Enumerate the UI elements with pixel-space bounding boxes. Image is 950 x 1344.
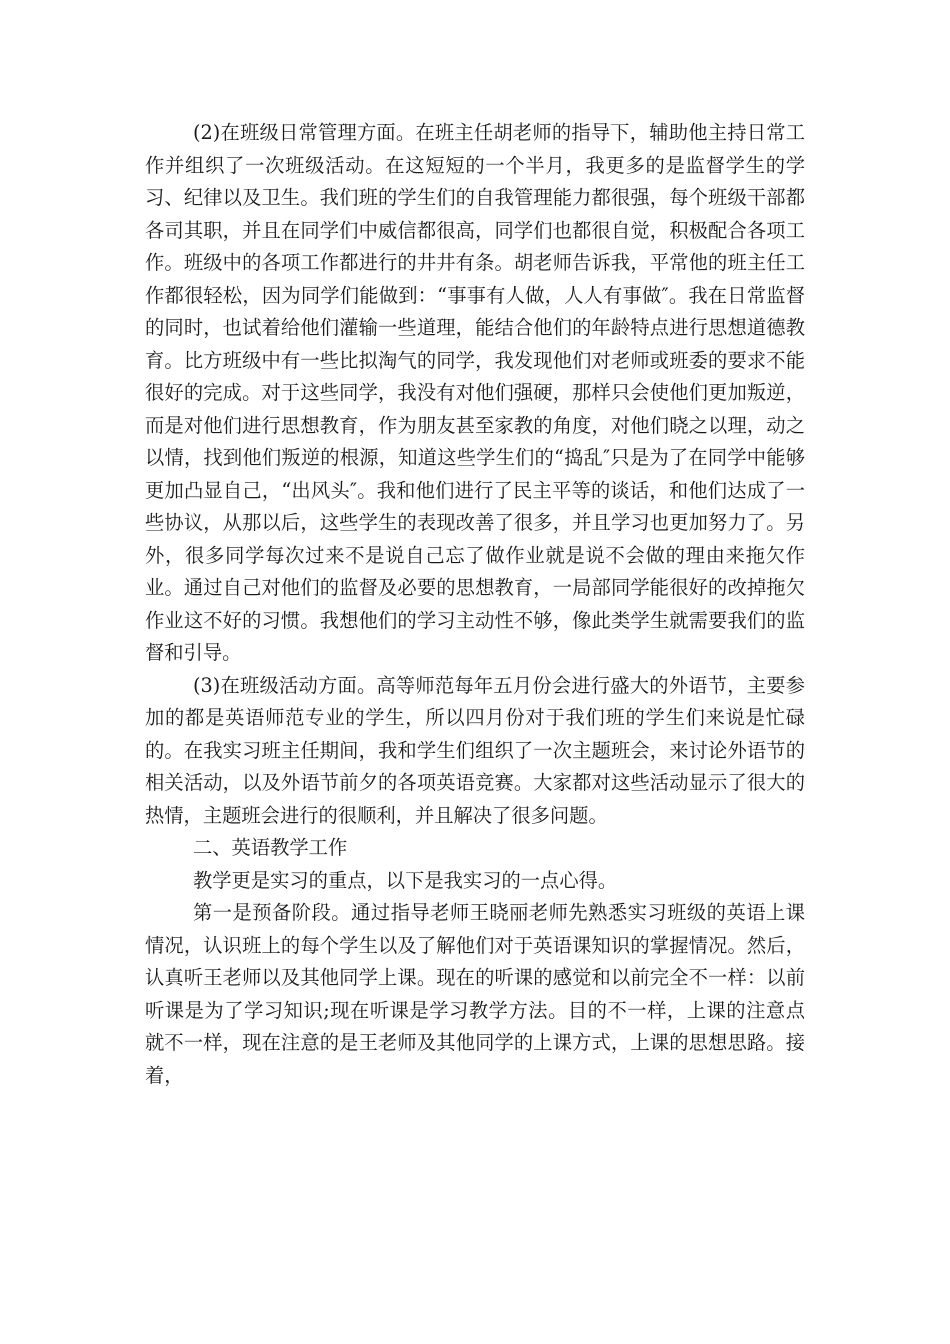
document-page bbox=[145, 117, 805, 1092]
paragraph-teaching-intro: 教学更是实习的重点，以下是我实习的一点心得。 bbox=[193, 868, 618, 892]
section-heading-english-teaching: 二、英语教学工作 bbox=[193, 836, 348, 859]
paragraph-class-activities: (3)在班级活动方面。高等师范每年五月份会进行盛大的外语节，主要参加的都是英语师范专业的学生，所以四月份对于我们班的学生们来说是忙碌的。在我实习班主任期间，我和学生们组织了一次主题班会，来讨论外语节的相关活动，以及外语节前夕的各项英语竞赛。大家都对这些活动显示了很大的热情，主题班会进行的很顺利，并且解决了很多问题。 bbox=[145, 673, 805, 827]
paragraph-preparation-stage: 第一是预备阶段。通过指导老师王晓丽老师先熟悉实习班级的英语上课情况，认识班上的每个学生以及了解他们对于英语课知识的掌握情况。然后，认真听王老师以及其他同学上课。现在的听课的感觉和以前完全不一样：以前听课是为了学习知识;现在听课是学习教学方法。目的不一样，上课的注意点就不一样，现在注意的是王老师及其他同学的上课方式，上课的思想思路。接着， bbox=[145, 901, 805, 1087]
paragraph-class-management: (2)在班级日常管理方面。在班主任胡老师的指导下，辅助他主持日常工作并组织了一次班级活动。在这短短的一个半月，我更多的是监督学生的学习、纪律以及卫生。我们班的学生们的自我管理能力都很强，每个班级干部都各司其职，并且在同学们中威信都很高，同学们也都很自觉，积极配合各项工作。班级中的各项工作都进行的井井有条。胡老师告诉我，平常他的班主任工作都很轻松，因为同学们能做到：“事事有人做，人人有事做″。我在日常监督的同时，也试着给他们灌输一些道理，能结合他们的年龄特点进行思想道德教育。比方班级中有一些比拟淘气的同学，我发现他们对老师或班委的要求不能很好的完成。对于这些同学，我没有对他们强硬，那样只会使他们更加叛逆，而是对他们进行思想教育，作为朋友甚至家教的角度，对他们晓之以理，动之以情，找到他们叛逆的根源，知道这些学生们的“捣乱″只是为了在同学中能够更加凸显自己，“出风头″。我和他们进行了民主平等的谈话，和他们达成了一些协议，从那以后，这些学生的表现改善了很多，并且学习也更加努力了。另外，很多同学每次过来不是说自己忘了做作业就是说不会做的理由来拖欠作业。通过自己对他们的监督及必要的思想教育，一局部同学能很好的改掉拖欠作业这不好的习惯。我想他们的学习主动性不够，像此类学生就需要我们的监督和引导。 bbox=[145, 121, 805, 664]
